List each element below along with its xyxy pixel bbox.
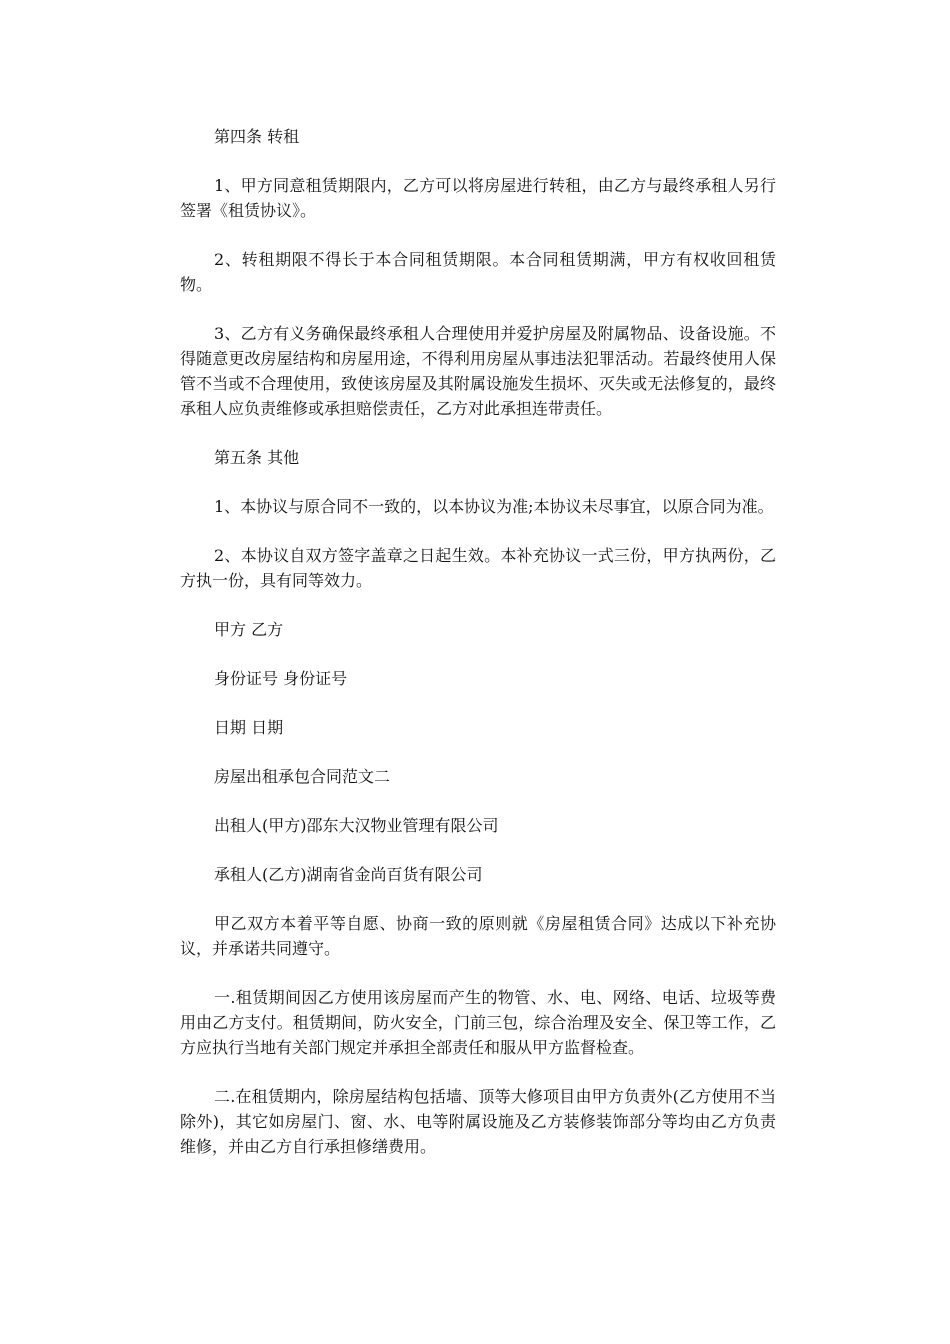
article-4-clause-1: 1、甲方同意租赁期限内，乙方可以将房屋进行转租，由乙方与最终承租人另行签署《租赁协议》。 (180, 176, 776, 220)
article-5-clause-2: 2、本协议自双方签字盖章之日起生效。本补充协议一式三份，甲方执两份，乙方执一份，具有同等效力。 (180, 546, 776, 590)
agreement-clause-1: 一.租赁期间因乙方使用该房屋而产生的物管、水、电、网络、电话、垃圾等费用由乙方支付。租赁期间，防火安全，门前三包，综合治理及安全、保卫等工作，乙方应执行当地有关部门规定并承担全部责任和服从甲方监督检查。 (180, 988, 776, 1057)
signature-id-line: 身份证号 身份证号 (214, 669, 348, 688)
article-5-heading: 第五条 其他 (214, 448, 300, 467)
document-body (180, 124, 776, 1183)
signature-parties-line: 甲方 乙方 (214, 620, 284, 639)
article-4-clause-3: 3、乙方有义务确保最终承租人合理使用并爱护房屋及附属物品、设备设施。不得随意更改房屋结构和房屋用途，不得利用房屋从事违法犯罪活动。若最终使用人保管不当或不合理使用，致使该房屋及其附属设施发生损坏、灭失或无法修复的，最终承租人应负责维修或承担赔偿责任，乙方对此承担连带责任。 (180, 324, 776, 418)
agreement-clause-2: 二.在租赁期内，除房屋结构包括墙、顶等大修项目由甲方负责外(乙方使用不当除外)，其它如房屋门、窗、水、电等附属设施及乙方装修装饰部分等均由乙方负责维修，并由乙方自行承担修缮费用。 (180, 1087, 776, 1156)
article-4-heading: 第四条 转租 (214, 127, 300, 146)
lessor-line: 出租人(甲方)邵东大汉物业管理有限公司 (214, 816, 499, 835)
article-4-clause-2: 2、转租期限不得长于本合同租赁期限。本合同租赁期满，甲方有权收回租赁物。 (180, 250, 776, 294)
signature-date-line: 日期 日期 (214, 718, 284, 737)
agreement-intro: 甲乙双方本着平等自愿、协商一致的原则就《房屋租赁合同》达成以下补充协议，并承诺共同遵守。 (180, 914, 776, 958)
sample-two-title: 房屋出租承包合同范文二 (214, 767, 391, 786)
article-5-clause-1: 1、本协议与原合同不一致的，以本协议为准;本协议未尽事宜，以原合同为准。 (214, 497, 774, 516)
lessee-line: 承租人(乙方)湖南省金尚百货有限公司 (214, 865, 483, 884)
